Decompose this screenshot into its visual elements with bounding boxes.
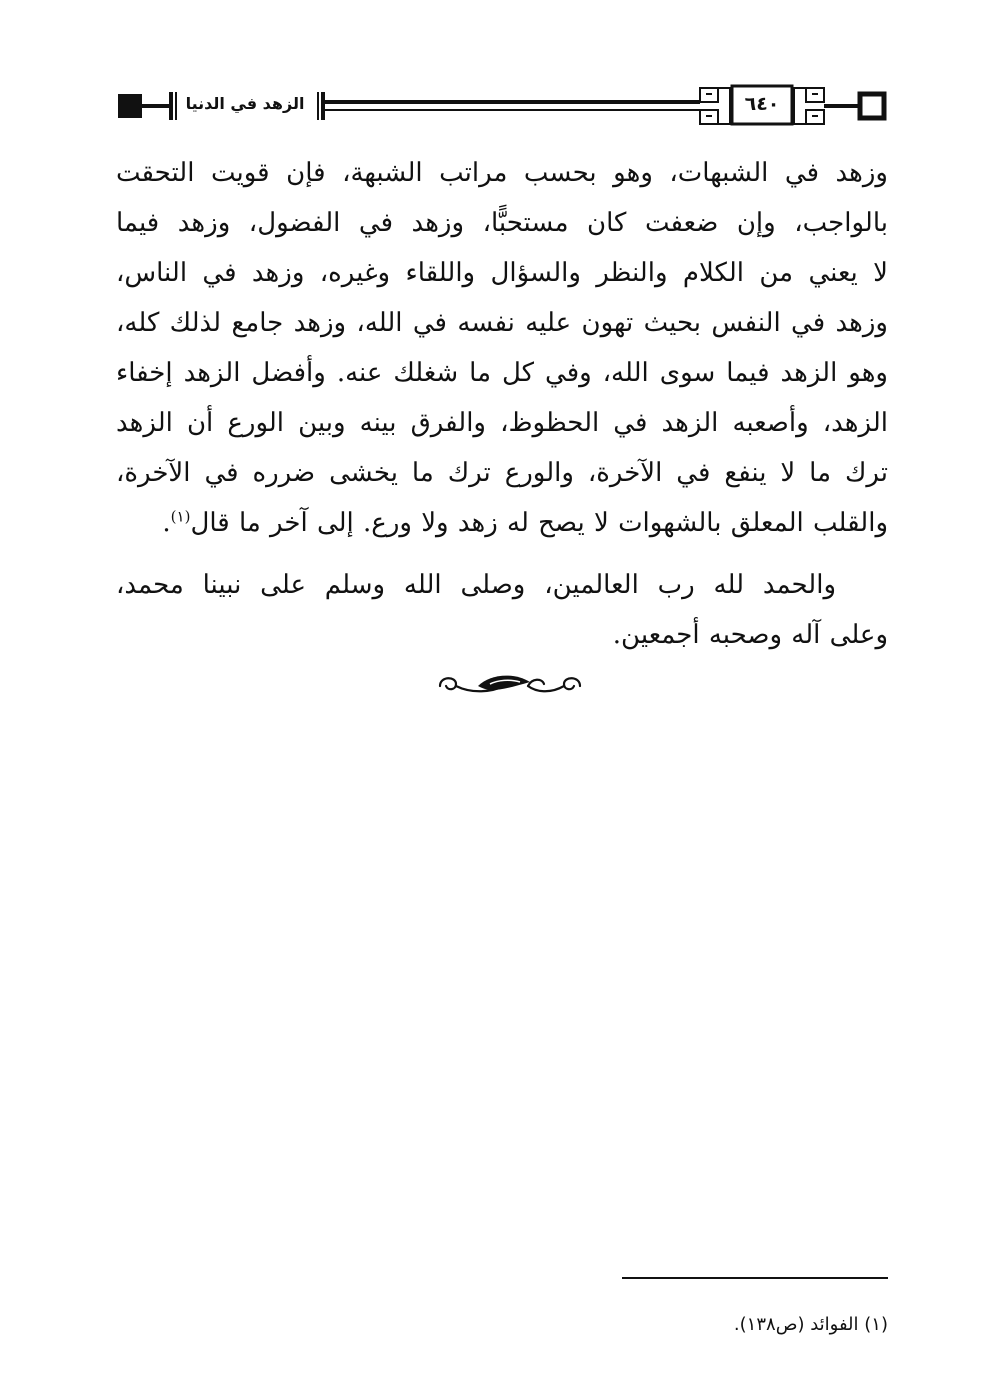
paragraph-2 [116, 560, 888, 660]
header-right-square [860, 94, 884, 118]
text-line: وزهد في النفس بحيث تهون عليه نفسه في الله، وزهد جامع لذلك كله، [116, 308, 888, 338]
paragraph-1 [116, 148, 888, 548]
text-line: وزهد في الشبهات، وهو بحسب مراتب الشبهة، فإن قويت التحقت [116, 158, 888, 188]
text-line: ترك ما لا ينفع في الآخرة، والورع ترك ما يخشى ضرره في الآخرة، [116, 458, 888, 488]
book-title: الزهد في الدنيا [185, 94, 305, 113]
main-text [116, 148, 888, 660]
text-line: وهو الزهد فيما سوى الله، وفي كل ما شغلك عنه. وأفضل الزهد إخفاء [116, 358, 888, 388]
header-left-square [118, 94, 142, 118]
footnote: (١) الفوائد (ص١٣٨). [733, 1314, 888, 1335]
text-line-content: والقلب المعلق بالشهوات لا يصح له زهد ولا ورع. إلى آخر ما قال [190, 508, 888, 538]
header-ornament [0, 0, 1004, 140]
footnote-marker: (١) [170, 507, 191, 526]
page-number: ٦٤٠ [744, 93, 780, 115]
text-line [116, 498, 888, 548]
sentence-end: . [162, 508, 171, 538]
page-header [0, 0, 1004, 140]
footnote-divider [622, 1277, 888, 1279]
text-line: بالواجب، وإن ضعفت كان مستحبًّا، وزهد في الفضول، وزهد فيما [116, 208, 888, 238]
text-line: وعلى آله وصحبه أجمعين. [612, 620, 888, 650]
text-line: لا يعني من الكلام والنظر والسؤال واللقاء وغيره، وزهد في الناس، [116, 258, 888, 288]
end-ornament-icon [432, 664, 588, 704]
text-line: والحمد لله رب العالمين، وصلى الله وسلم على نبينا محمد، [116, 570, 836, 600]
text-line: الزهد، وأصعبه الزهد في الحظوظ، والفرق بينه وبين الورع أن الزهد [116, 408, 888, 438]
